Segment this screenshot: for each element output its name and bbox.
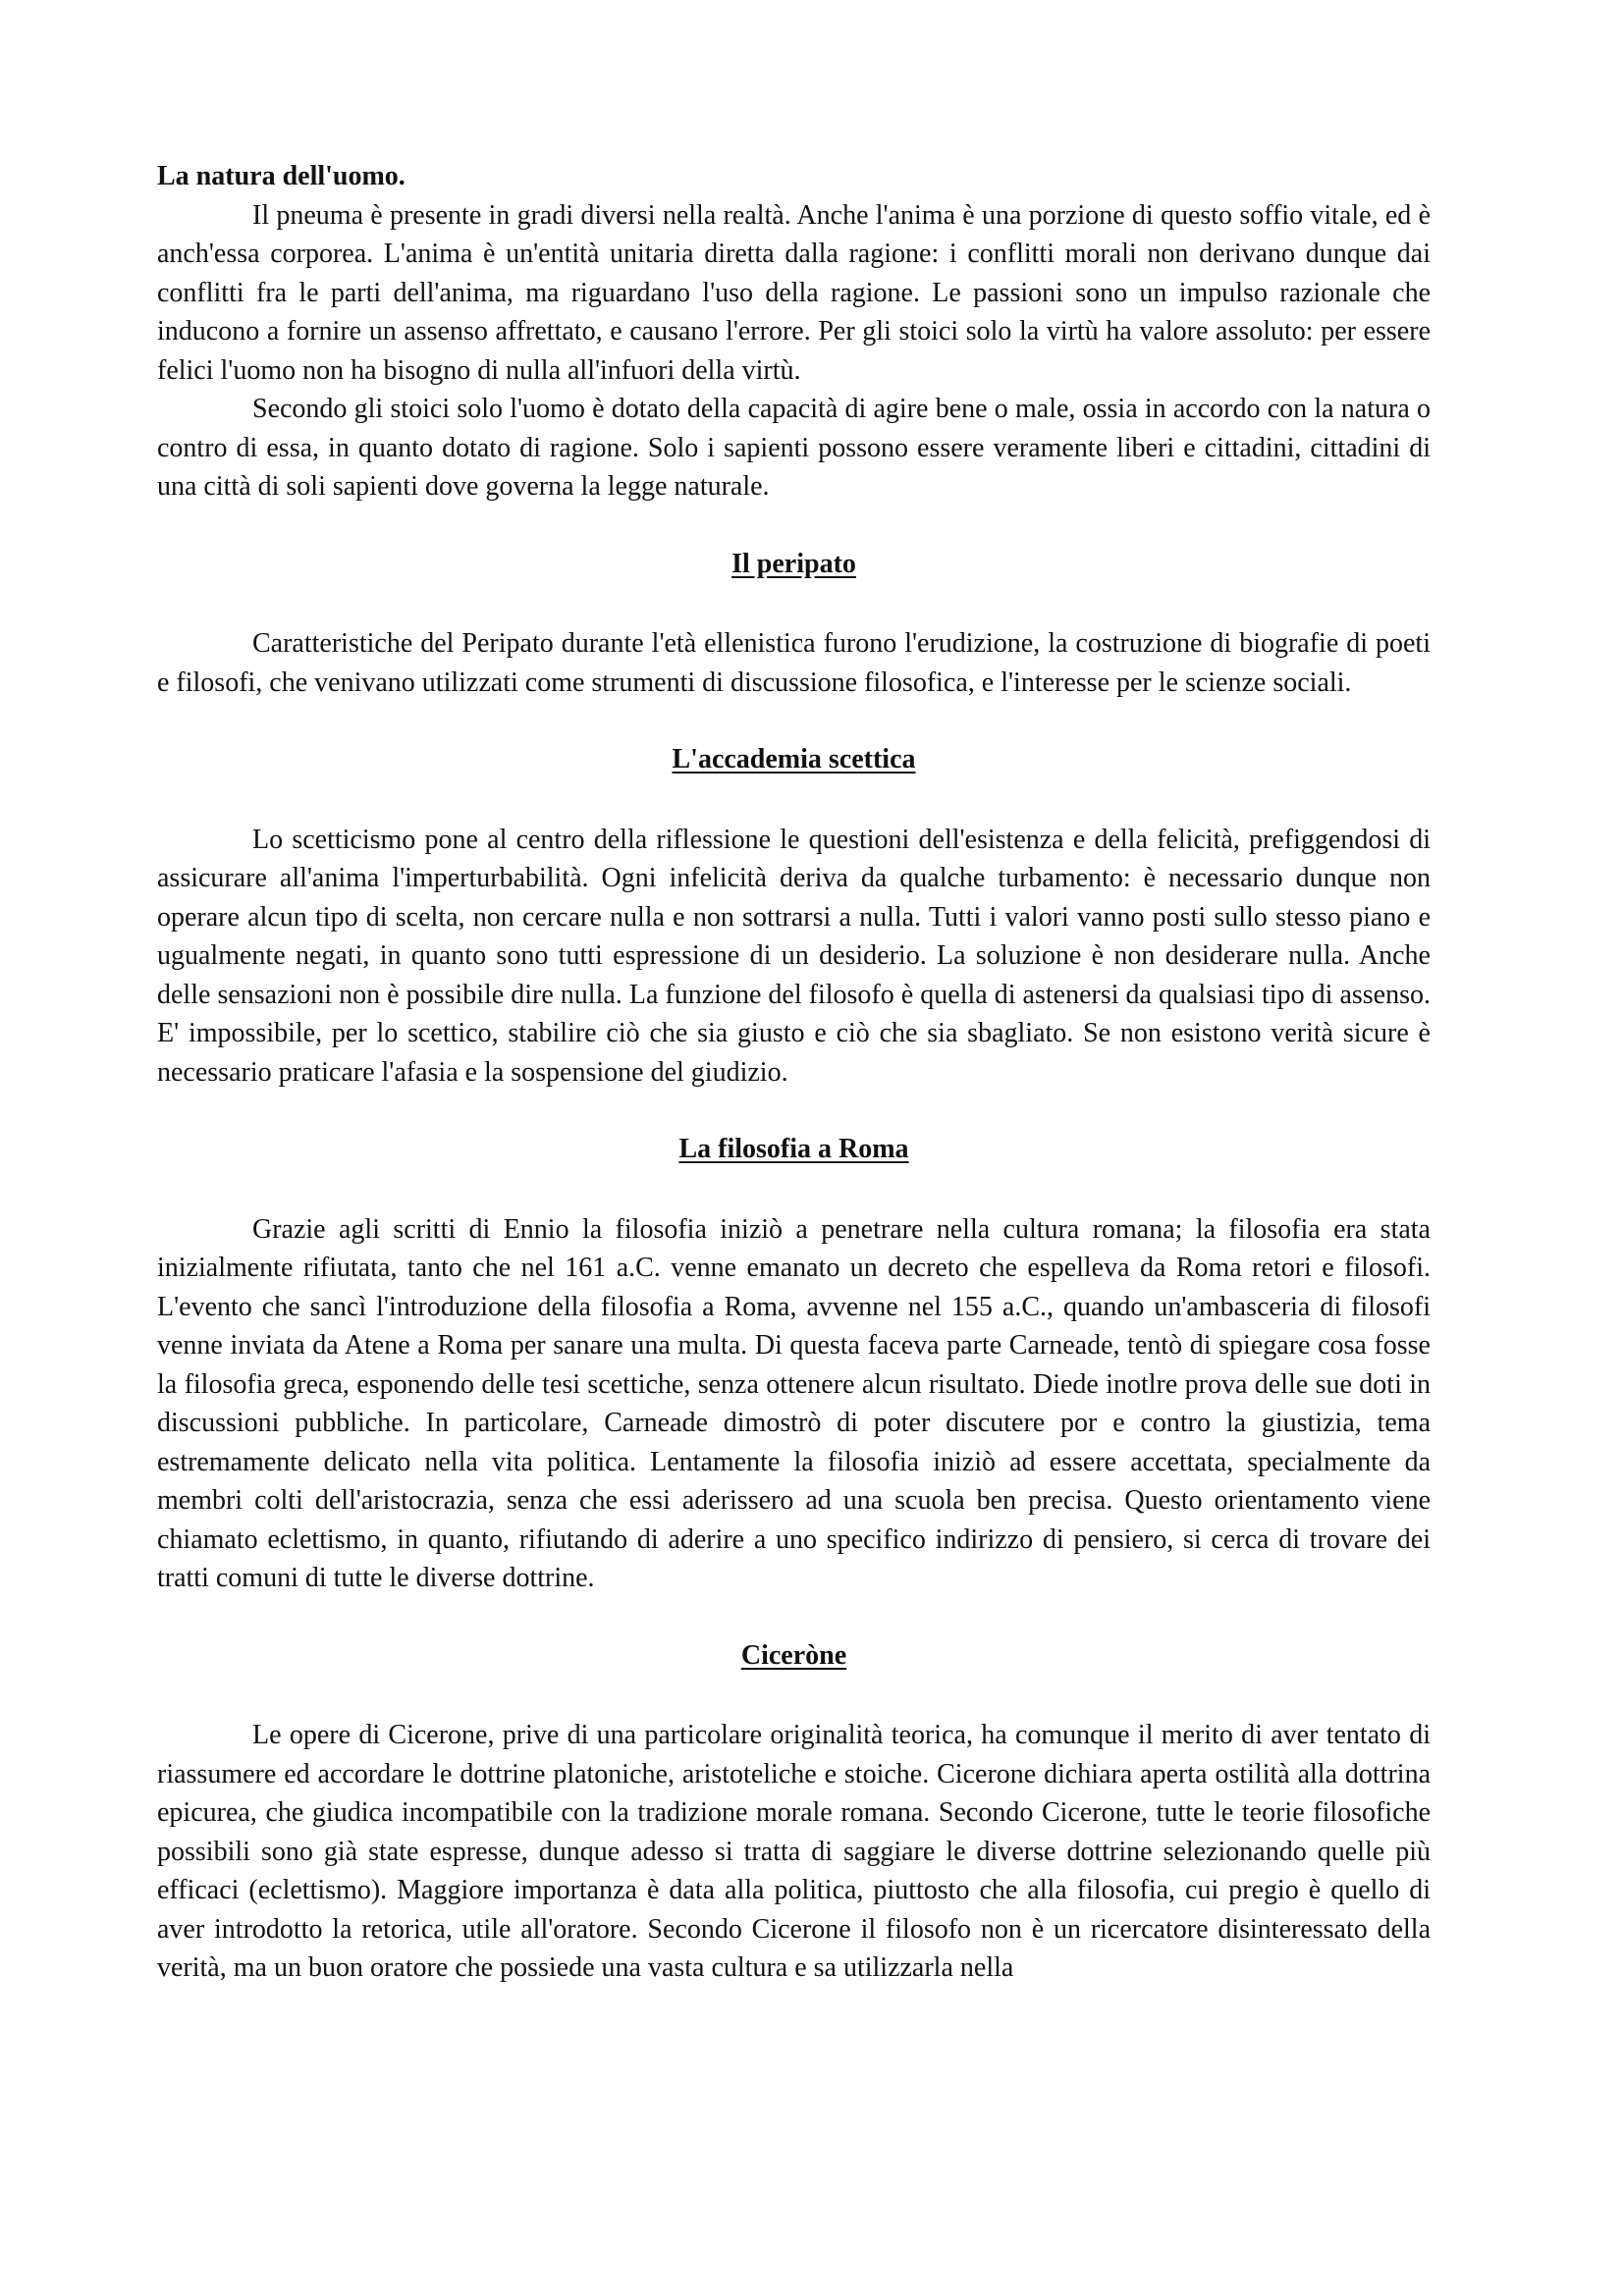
intro-paragraph-2: Secondo gli stoici solo l'uomo è dotato della capacità di agire bene o male, ossia in accordo con la natura o contro di essa, in quanto dotato di ragione. Solo i sapienti possono essere veramente liberi e cittadini, cittadini di una città di soli sapienti dove governa la legge naturale. (157, 394, 1431, 502)
section-paragraph-filosofia-roma: Grazie agli scritti di Ennio la filosofia iniziò a penetrare nella cultura romana; la filosofia era stata inizialmente rifiutata, tanto che nel 161 a.C. venne emanato un decreto che espelleva da Roma retori e filosofi. L'evento che sancì l'introduzione della filosofia a Roma, avvenne nel 155 a.C., quando un'ambasceria di filosofi venne inviata da Atene a Roma per sanare una multa. Di questa faceva parte Carneade, tentò di spiegare cosa fosse la filosofia greca, esponendo delle tesi scettiche, senza ottenere alcun risultato. Diede inotlre prova delle sue doti in discussioni pubbliche. In particolare, Carneade dimostrò di poter discutere por e contro la giustizia, tema estremamente delicato nella vita politica. Lentamente la filosofia iniziò ad essere accettata, specialmente da membri colti dell'aristocrazia, senza che essi aderissero ad una scuola ben precisa. Questo orientamento viene chiamato eclettismo, in quanto, rifiutando di aderire a uno specifico indirizzo di pensiero, si cerca di trovare dei tratti comuni di tutte le diverse dottrine. (157, 1213, 1431, 1593)
section-paragraph-cicerone: Le opere di Cicerone, prive di una particolare originalità teorica, ha comunque il merito di aver tentato di riassumere ed accordare le dottrine platoniche, aristoteliche e stoiche. Cicerone dichiara aperta ostilità alla dottrina epicurea, che giudica incompatibile con la tradizione morale romana. Secondo Cicerone, tutte le teorie filosofiche possibili sono già state espresse, dunque adesso si tratta di saggiare le diverse dottrine selezionando quelle più efficaci (eclettismo). Maggiore importanza è data alla politica, piuttosto che alla filosofia, cui pregio è quello di aver introdotto la retorica, utile all'oratore. Secondo Cicerone il filosofo non è un ricercatore disinteressato della verità, ma un buon oratore che possiede una vasta cultura e sa utilizzarla nella (157, 1720, 1431, 1983)
intro-paragraph-1: Il pneuma è presente in gradi diversi nella realtà. Anche l'anima è una porzione di questo soffio vitale, ed è anch'essa corporea. L'anima è un'entità unitaria diretta dalla ragione: i conflitti morali non derivano dunque dai conflitti fra le parti dell'anima, ma riguardano l'uso della ragione. Le passioni sono un impulso razionale che inducono a fornire un assenso affrettato, e causano l'errore. Per gli stoici solo la virtù ha valore assoluto: per essere felici l'uomo non ha bisogno di nulla all'infuori della virtù. (157, 199, 1431, 386)
intro-heading: La natura dell'uomo. (157, 161, 406, 191)
section-heading-filosofia-roma: La filosofia a Roma (678, 1134, 909, 1164)
section-heading-cicerone: Ciceròne (740, 1639, 847, 1671)
section-paragraph-accademia-scettica: Lo scetticismo pone al centro della riflessione le questioni dell'esistenza e della felicità, prefiggendosi di assicurare all'anima l'imperturbabilità. Ogni infelicità deriva da qualche turbamento: è necessario dunque non operare alcun tipo di scelta, non cercare nulla e non sottrarsi a nulla. Tutti i valori vanno posti sullo stesso piano e ugualmente negati, in quanto sono tutti espressione di un desiderio. La soluzione è non desiderare nulla. Anche delle sensazioni non è possibile dire nulla. La funzione del filosofo è quella di astenersi da qualsiasi tipo di assenso. E' impossibile, per lo scettico, stabilire ciò che sia giusto e ciò che sia sbagliato. Se non esistono verità sicure è necessario praticare l'afasia e la sospensione del giudizio. (157, 824, 1431, 1088)
section-paragraph-peripato: Caratteristiche del Peripato durante l'età ellenistica furono l'erudizione, la costruzione di biografie di poeti e filosofi, che venivano utilizzati come strumenti di discussione filosofica, e l'interesse per le scienze sociali. (157, 628, 1431, 698)
document-page (157, 157, 1431, 1988)
section-heading-accademia-scettica: L'accademia scettica (672, 744, 916, 774)
section-heading-peripato: Il peripato (731, 548, 856, 579)
